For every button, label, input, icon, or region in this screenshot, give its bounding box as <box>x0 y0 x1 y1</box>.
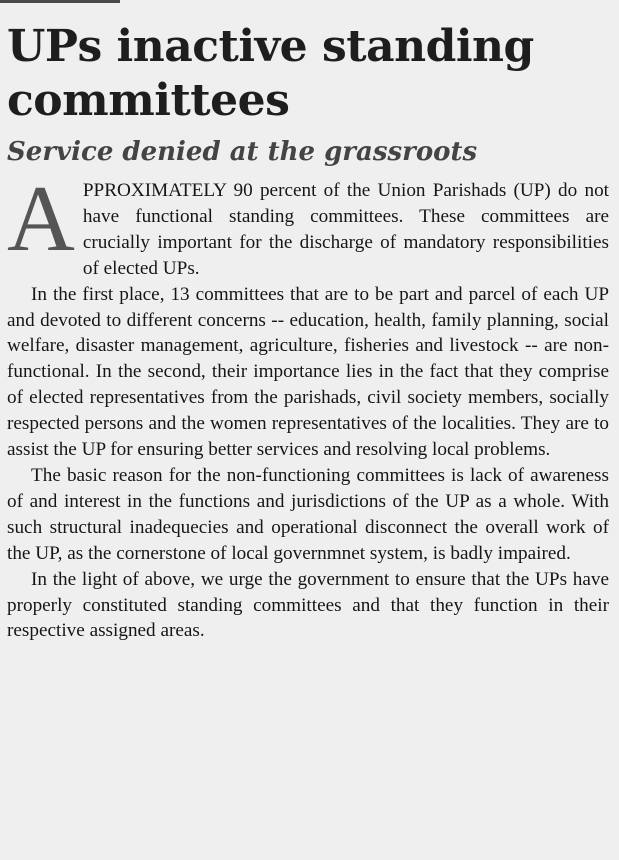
paragraph-1 <box>7 167 609 282</box>
paragraph-2: In the first place, 13 committees that are to be part and parcel of each UP and devoted to different concerns -- education, health, family planning, social welfare, disaster management, agriculture, fisheries and livestock -- are non-functional. In the second, their importance lies in the fact that they comprise of elected representatives from the parishads, civil society members, socially respected persons and the women representatives of the localities. They are to assist the UP for ensuring better services and resolving local problems. <box>7 283 609 461</box>
headline: UPs inactive standing committees <box>7 21 534 126</box>
article-body <box>7 167 609 644</box>
drop-cap: A <box>7 167 75 271</box>
paragraph-3: The basic reason for the non-functioning committees is lack of awareness of and interest in the functions and jurisdictions of the UP as a whole. With such structural inadequecies and operational disconnect the overall work of the UP, as the cornerstone of local governmnet system, is badly impaired. <box>7 464 609 564</box>
subheadline: Service denied at the grassroots <box>7 137 478 167</box>
paragraph-1-text: PPROXIMATELY 90 percent of the Union Parishads (UP) do not have functional standing committees. These committees are crucially important for the discharge of mandatory responsibilities of elected UPs. <box>82 180 609 279</box>
paragraph-4: In the light of above, we urge the government to ensure that the UPs have properly constituted standing committees and that they function in their respective assigned areas. <box>7 568 609 642</box>
top-rule <box>0 0 120 3</box>
